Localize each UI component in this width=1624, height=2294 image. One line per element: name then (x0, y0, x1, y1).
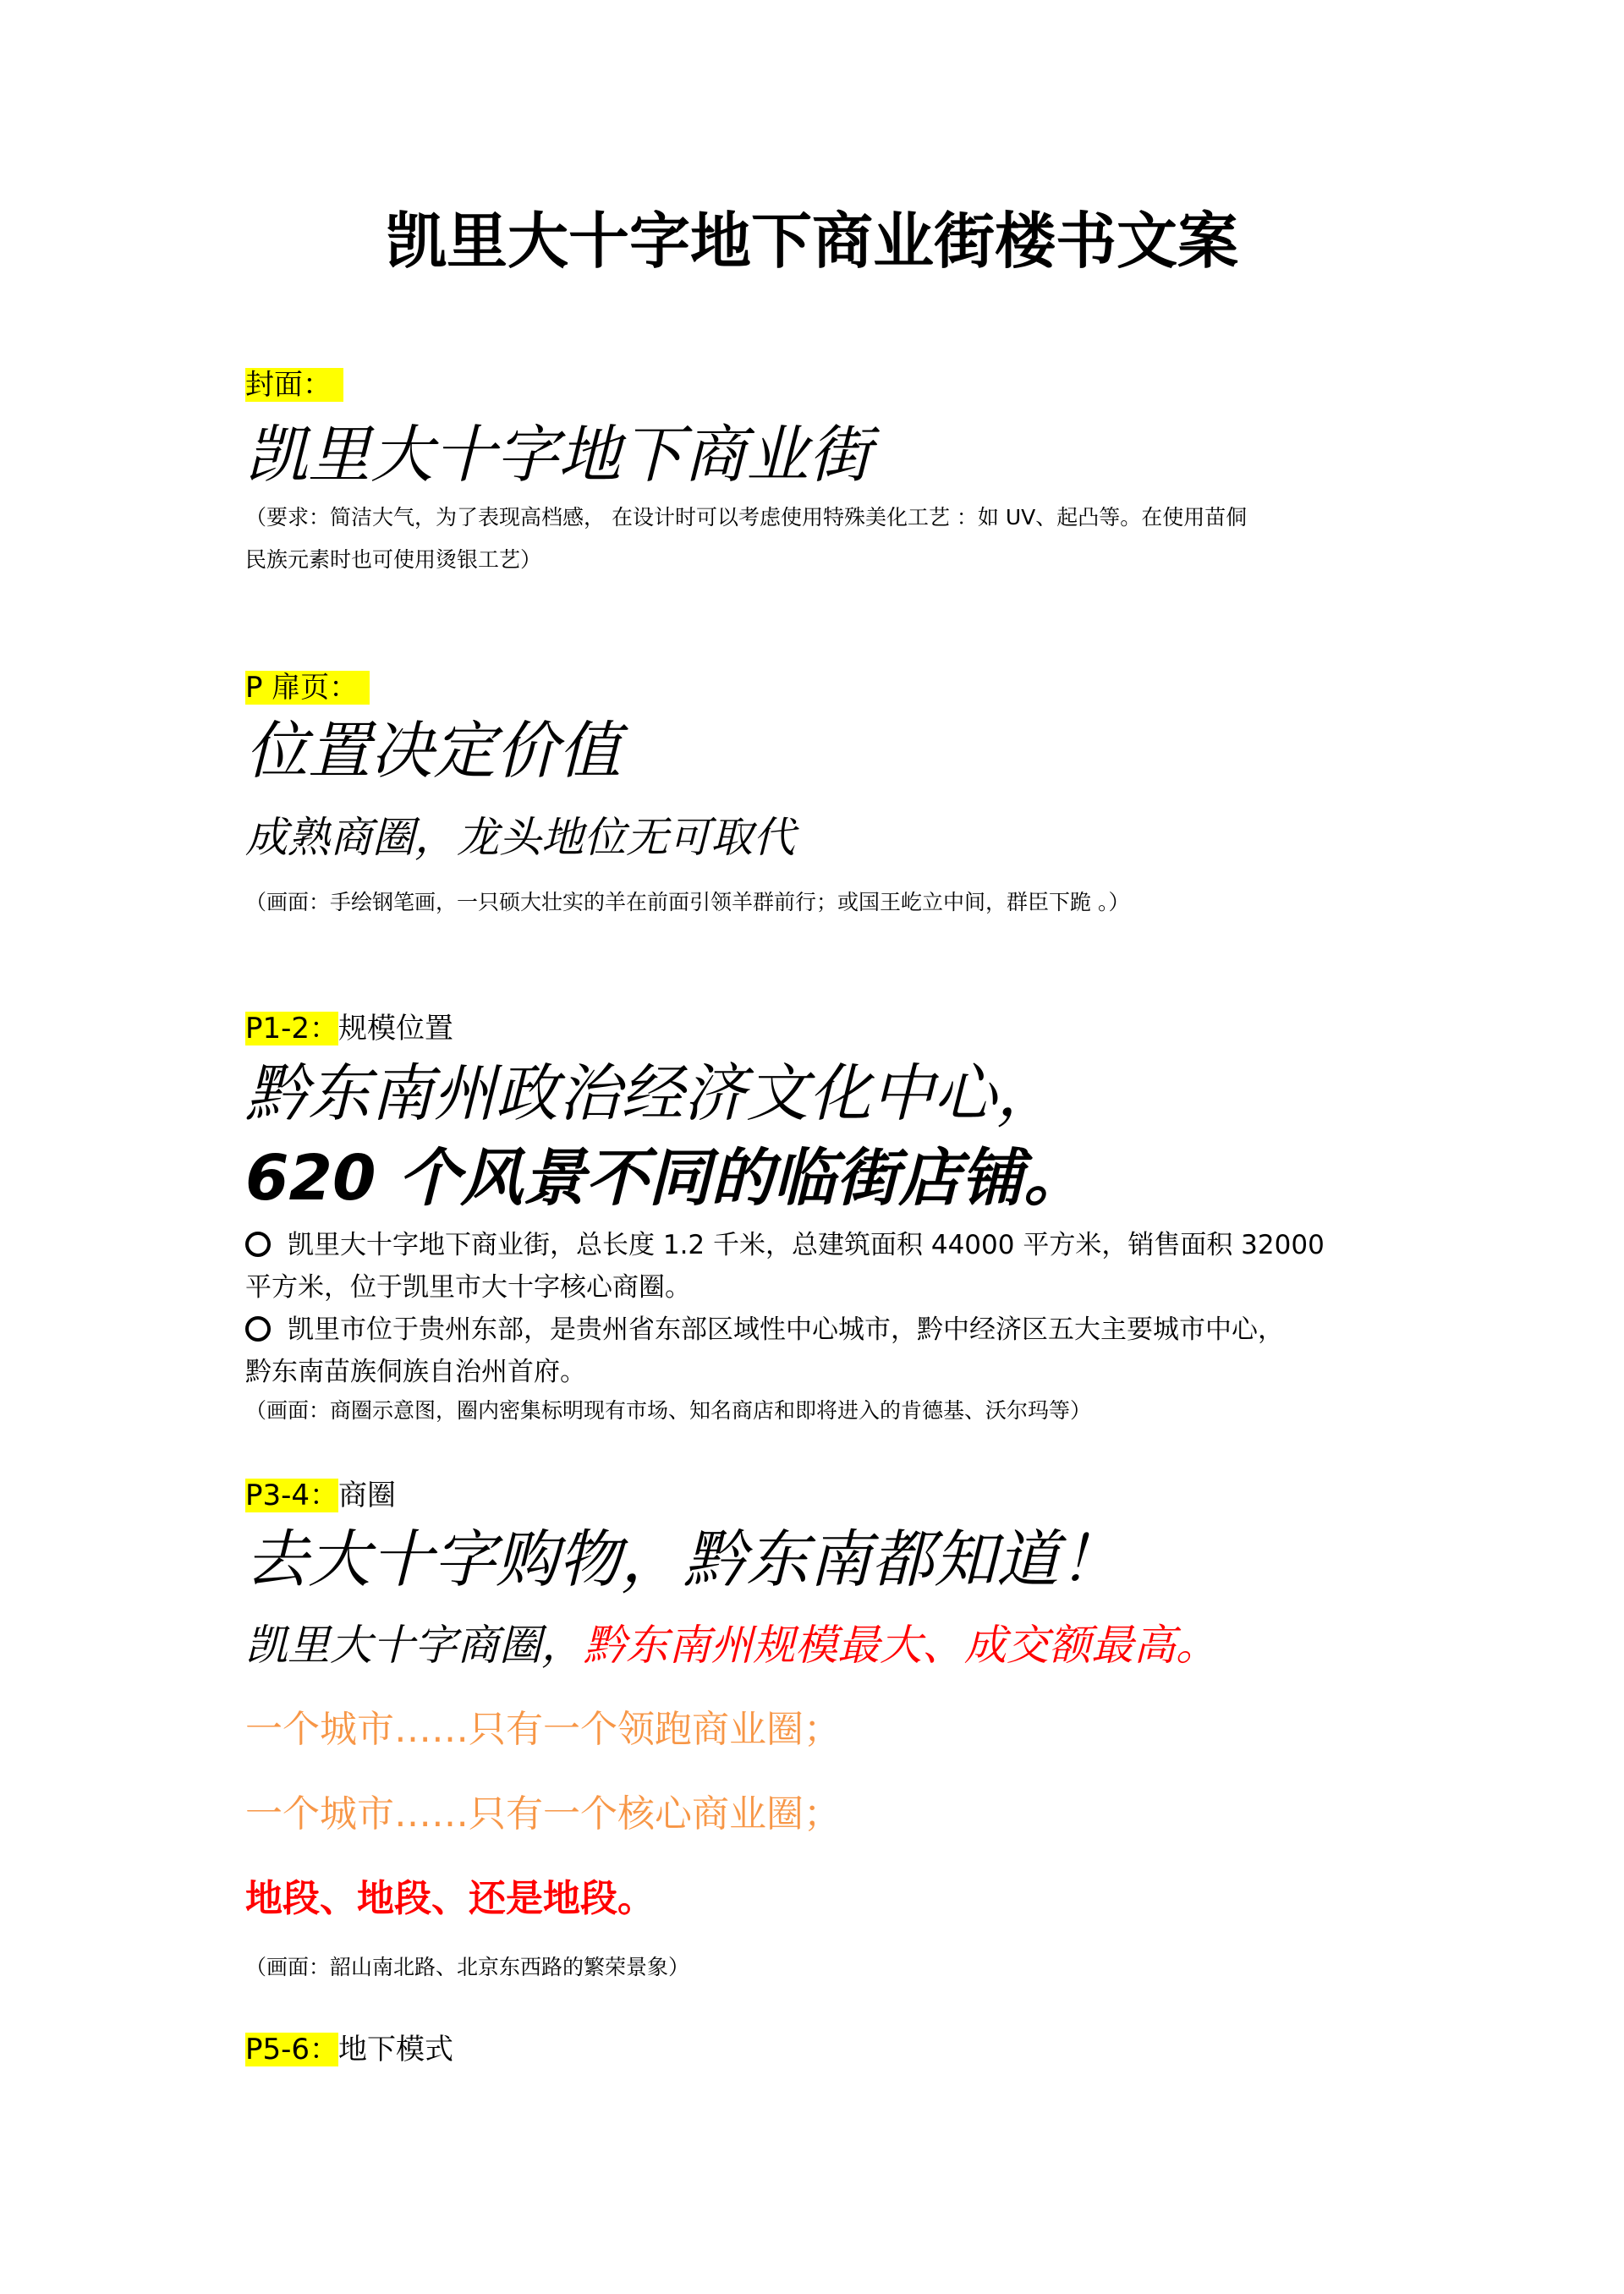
p1-2-bullet2-line1 (245, 1309, 1284, 1351)
bullet-text: 凯里市位于贵州东部，是贵州省东部区域性中心城市，黔中经济区五大主要城市中心， (288, 1314, 1284, 1345)
cover-note-line1: （要求：简洁大气，为了表现高档感， 在设计时可以考虑使用特殊美化工艺 ：如 UV、起凸等。在使用苗侗 (245, 505, 1248, 530)
highlighted-label-tag: P5-6： (245, 2033, 339, 2066)
cover-note-line2: 民族元素时也可使用烫银工艺） (245, 547, 542, 572)
p3-4-orange-line2: 一个城市……只有一个核心商业圈； (245, 1792, 841, 1836)
highlighted-label-tag: P1-2： (245, 1012, 339, 1045)
section-label-title-page (245, 668, 370, 707)
subhead-red: 黔东南州规模最大、成交额最高。 (584, 1621, 1218, 1670)
page-title: 凯里大十字地下商业街楼书文案 (385, 206, 1238, 277)
label-text: 地下模式 (338, 2033, 454, 2066)
label-text: 规模位置 (338, 1012, 454, 1045)
section-label-p1-2 (245, 1009, 453, 1048)
p1-2-headline2: 620 个风景不同的临街店铺。 (245, 1142, 1087, 1215)
title-page-note: （画面：手绘钢笔画，一只硕大壮实的羊在前面引领羊群前行；或国王屹立中间，群臣下跪 。） (245, 890, 1130, 914)
section-label-p3-4 (245, 1476, 396, 1515)
cover-headline: 凯里大十字地下商业街 (245, 419, 871, 491)
label-text: 商圈 (338, 1479, 397, 1512)
p3-4-subhead (245, 1616, 1218, 1675)
circle-bullet-icon (245, 1316, 271, 1342)
section-label-p5-6 (245, 2030, 453, 2069)
p1-2-headline1: 黔东南州政治经济文化中心， (245, 1057, 1059, 1130)
title-page-subhead: 成熟商圈，龙头地位无可取代 (245, 813, 795, 862)
p1-2-bullet1-line2: 平方米，位于凯里市大十字核心商圈。 (245, 1272, 691, 1303)
p1-2-bullet2-line2: 黔东南苗族侗族自治州首府。 (245, 1357, 586, 1387)
section-label-cover (245, 365, 343, 404)
p3-4-note: （画面：韶山南北路、北京东西路的繁荣景象） (245, 1955, 690, 1979)
highlighted-label: 封面： (245, 368, 343, 402)
p3-4-headline: 去大十字购物，黔东南都知道！ (245, 1523, 1122, 1596)
circle-bullet-icon (245, 1232, 271, 1257)
highlighted-label-tag: P3-4： (245, 1479, 339, 1512)
p1-2-note: （画面：商圈示意图，圈内密集标明现有市场、知名商店和即将进入的肯德基、沃尔玛等） (245, 1398, 1092, 1423)
title-page-headline: 位置决定价值 (245, 715, 621, 788)
subhead-black: 凯里大十字商圈， (245, 1621, 584, 1670)
p3-4-red-line: 地段、地段、还是地段。 (245, 1877, 655, 1920)
highlighted-label: P 扉页： (245, 671, 370, 705)
p1-2-bullet1-line1 (245, 1224, 1325, 1266)
bullet-text: 凯里大十字地下商业街，总长度 1.2 千米，总建筑面积 44000 平方米，销售面积 32000 (288, 1230, 1325, 1260)
p3-4-orange-line1: 一个城市……只有一个领跑商业圈； (245, 1708, 841, 1751)
